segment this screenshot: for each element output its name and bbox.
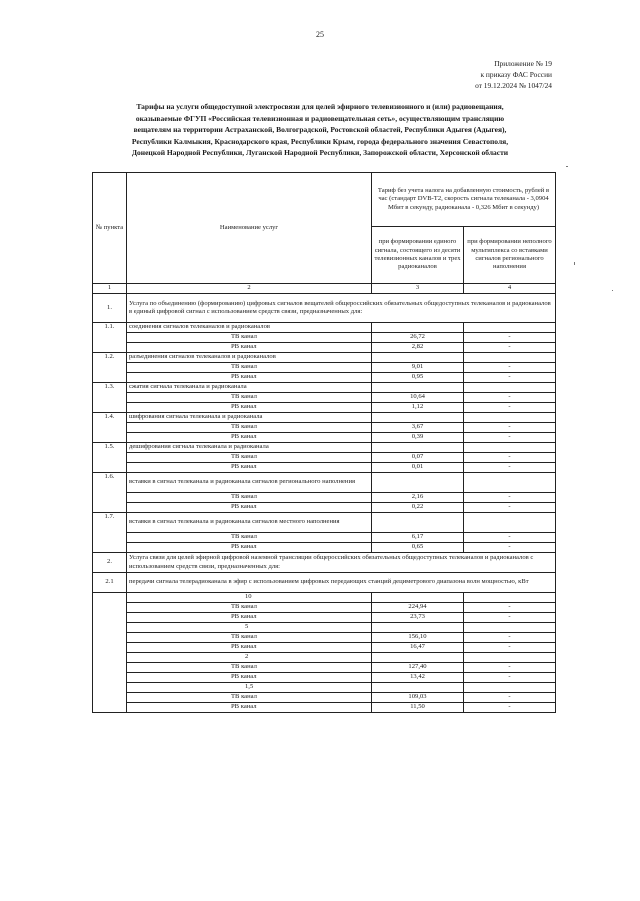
item-number: 1.4.	[93, 413, 127, 443]
rv-channel-label: РВ канал	[127, 503, 372, 513]
tariff-table	[92, 172, 556, 713]
section-number: 1.	[93, 294, 127, 323]
table-row	[93, 423, 556, 433]
table-row	[93, 403, 556, 413]
appendix-header	[475, 58, 552, 91]
tariff-blank	[464, 683, 556, 693]
column-number-1: 1	[93, 284, 127, 294]
tariff-incomplete-rv: -	[464, 433, 556, 443]
item-number: 1.3.	[93, 383, 127, 413]
item-number: 1.1.	[93, 323, 127, 353]
tariff-blank	[372, 473, 464, 493]
tariff-incomplete-tv: -	[464, 333, 556, 343]
tv-channel-label: ТВ канал	[127, 693, 372, 703]
table-row	[93, 413, 556, 423]
item-number-blank	[93, 593, 127, 713]
service-name: передачи сигнала телерадиоканала в эфир с использованием цифровых передающих станций дециметрового диапазона волн мощностью, кВт	[127, 573, 556, 593]
tariff-single-rv: 0,39	[372, 433, 464, 443]
title-line-1: Тарифы на услуги общедоступной электросвязи для целей эфирного телевизионного и (или) радиовещания,	[136, 102, 504, 111]
tariff-blank	[372, 443, 464, 453]
item-number: 1.7.	[93, 513, 127, 553]
table-row	[93, 473, 556, 493]
item-number: 1.2.	[93, 353, 127, 383]
service-name: сжатия сигнала телеканала и радиоканала	[127, 383, 372, 393]
title-line-4: Республики Калмыкия, Краснодарского края, Республики Крым, города федерального значения Севастополя,	[131, 136, 509, 146]
header-item-number: № пункта	[93, 173, 127, 284]
tariff-single-tv: 26,72	[372, 333, 464, 343]
column-number-4: 4	[464, 284, 556, 294]
power-kw: 5	[127, 623, 372, 633]
tv-channel-label: ТВ канал	[127, 663, 372, 673]
tariff-incomplete-rv: -	[464, 673, 556, 683]
document-title	[90, 101, 550, 159]
table-row	[93, 463, 556, 473]
table-row	[93, 633, 556, 643]
tariff-incomplete-rv: -	[464, 373, 556, 383]
tv-channel-label: ТВ канал	[127, 533, 372, 543]
table-row	[93, 593, 556, 603]
tariff-single-rv: 1,12	[372, 403, 464, 413]
tariff-blank	[372, 593, 464, 603]
tariff-single-rv: 13,42	[372, 673, 464, 683]
table-row	[93, 603, 556, 613]
scan-mark	[612, 290, 613, 291]
table-row	[93, 573, 556, 593]
tv-channel-label: ТВ канал	[127, 493, 372, 503]
scan-mark	[566, 166, 568, 167]
rv-channel-label: РВ канал	[127, 403, 372, 413]
tariff-blank	[372, 623, 464, 633]
table-row	[93, 503, 556, 513]
tariff-incomplete-rv: -	[464, 613, 556, 623]
table-row	[93, 673, 556, 683]
tariff-blank	[464, 623, 556, 633]
tariff-single-tv: 3,67	[372, 423, 464, 433]
tariff-incomplete-rv: -	[464, 503, 556, 513]
tariff-incomplete-rv: -	[464, 643, 556, 653]
power-kw: 10	[127, 593, 372, 603]
tariff-single-tv: 9,01	[372, 363, 464, 373]
tariff-blank	[464, 443, 556, 453]
header-service-name: Наименование услуг	[127, 173, 372, 284]
table-row	[93, 333, 556, 343]
tariff-single-rv: 0,22	[372, 503, 464, 513]
table-row	[93, 433, 556, 443]
tariff-blank	[372, 383, 464, 393]
rv-channel-label: РВ канал	[127, 613, 372, 623]
tariff-incomplete-tv: -	[464, 393, 556, 403]
service-name: соединения сигналов телеканалов и радиоканалов	[127, 323, 372, 333]
tariff-blank	[464, 593, 556, 603]
tariff-incomplete-rv: -	[464, 343, 556, 353]
tariff-blank	[372, 353, 464, 363]
tariff-single-tv: 6,17	[372, 533, 464, 543]
rv-channel-label: РВ канал	[127, 643, 372, 653]
rv-channel-label: РВ канал	[127, 463, 372, 473]
tariff-incomplete-tv: -	[464, 363, 556, 373]
rv-channel-label: РВ канал	[127, 433, 372, 443]
table-row	[93, 543, 556, 553]
tariff-blank	[464, 413, 556, 423]
table-row	[93, 363, 556, 373]
table-row	[93, 653, 556, 663]
table-row	[93, 683, 556, 693]
tariff-single-rv: 16,47	[372, 643, 464, 653]
item-number: 2.1	[93, 573, 127, 593]
tariff-blank	[372, 323, 464, 333]
tariff-single-rv: 2,82	[372, 343, 464, 353]
tv-channel-label: ТВ канал	[127, 363, 372, 373]
table-row	[93, 623, 556, 633]
table-row	[93, 393, 556, 403]
service-name: вставки в сигнал телеканала и радиоканала сигналов регионального наполнения	[127, 473, 372, 493]
service-name: разъединения сигналов телеканалов и радиоканалов	[127, 353, 372, 363]
table-row	[93, 453, 556, 463]
section-text: Услуга связи для целей эфирной цифровой наземной трансляции общероссийских обязательных общедоступных телеканалов и радиоканалов с использованием средств связи, предназначенных для:	[127, 553, 556, 573]
tariff-single-tv: 109,03	[372, 693, 464, 703]
appendix-line-2: к приказу ФАС России	[480, 70, 552, 79]
tariff-blank	[464, 653, 556, 663]
tariff-blank	[372, 513, 464, 533]
tv-channel-label: ТВ канал	[127, 423, 372, 433]
rv-channel-label: РВ канал	[127, 673, 372, 683]
tv-channel-label: ТВ канал	[127, 453, 372, 463]
tariff-incomplete-tv: -	[464, 633, 556, 643]
table-row	[93, 443, 556, 453]
title-line-3: вещателям на территории Астраханской, Волгоградской, Ростовской областей, Республики Адыгея (Адыгея),	[133, 125, 507, 135]
title-line-5: Донецкой Народной Республики, Луганской Народной Республики, Запорожской области, Херсонской области	[131, 148, 509, 158]
tariff-single-tv: 224,94	[372, 603, 464, 613]
tariff-single-rv: 0,65	[372, 543, 464, 553]
tv-channel-label: ТВ канал	[127, 333, 372, 343]
tariff-incomplete-rv: -	[464, 703, 556, 713]
table-row	[93, 493, 556, 503]
table-row	[93, 553, 556, 573]
rv-channel-label: РВ канал	[127, 343, 372, 353]
tariff-incomplete-tv: -	[464, 453, 556, 463]
rv-channel-label: РВ канал	[127, 373, 372, 383]
tariff-blank	[464, 383, 556, 393]
table-row	[93, 323, 556, 333]
tariff-blank	[372, 653, 464, 663]
table-row	[93, 533, 556, 543]
service-name: дешифрования сигнала телеканала и радиоканала	[127, 443, 372, 453]
tariff-single-tv: 0,07	[372, 453, 464, 463]
tv-channel-label: ТВ канал	[127, 603, 372, 613]
header-incomplete-multiplex: при формировании неполного мультиплекса со вставками сигналов регионального наполнения	[464, 227, 556, 284]
header-tariff: Тариф без учета налога на добавленную стоимость, рублей в час (стандарт DVB-T2, скорость сигнала телеканала - 3,0904 Мбит в секунду, радиоканала - 0,326 Мбит в секунду)	[372, 173, 556, 227]
table-row	[93, 383, 556, 393]
tariff-incomplete-tv: -	[464, 693, 556, 703]
tariff-single-rv: 11,50	[372, 703, 464, 713]
tariff-blank	[372, 683, 464, 693]
table-row	[93, 703, 556, 713]
section-text: Услуга по объединению (формированию) цифровых сигналов вещателей общероссийских обязательных общедоступных телеканалов и радиоканалов в единый цифровой сигнал с использованием средств связи, предназначенных для:	[127, 294, 556, 323]
page-number: 25	[316, 30, 324, 39]
tariff-incomplete-tv: -	[464, 533, 556, 543]
tv-channel-label: ТВ канал	[127, 393, 372, 403]
tariff-single-tv: 127,40	[372, 663, 464, 673]
column-number-3: 3	[372, 284, 464, 294]
item-number: 1.5.	[93, 443, 127, 473]
tariff-blank	[464, 323, 556, 333]
appendix-line-3: от 19.12.2024 № 1047/24	[475, 81, 552, 90]
rv-channel-label: РВ канал	[127, 543, 372, 553]
tariff-blank	[464, 353, 556, 363]
column-number-2: 2	[127, 284, 372, 294]
tariff-incomplete-tv: -	[464, 663, 556, 673]
tariff-incomplete-rv: -	[464, 543, 556, 553]
item-number: 1.6.	[93, 473, 127, 513]
service-name: шифрования сигнала телеканала и радиоканала	[127, 413, 372, 423]
title-line-2: оказываемые ФГУП «Российская телевизионная и радиовещательная сеть», осуществляющим трансляцию	[135, 113, 505, 123]
table-row	[93, 353, 556, 363]
table-row	[93, 613, 556, 623]
header-single-signal: при формировании единого сигнала, состоящего из десяти телевизионных каналов и трех радиоканалов	[372, 227, 464, 284]
table-row	[93, 643, 556, 653]
tariff-single-tv: 10,64	[372, 393, 464, 403]
tariff-blank	[372, 413, 464, 423]
rv-channel-label: РВ канал	[127, 703, 372, 713]
power-kw: 1,5	[127, 683, 372, 693]
tariff-single-rv: 23,73	[372, 613, 464, 623]
section-number: 2.	[93, 553, 127, 573]
table-row	[93, 663, 556, 673]
tariff-incomplete-tv: -	[464, 603, 556, 613]
tv-channel-label: ТВ канал	[127, 633, 372, 643]
scan-mark	[574, 262, 575, 265]
power-kw: 2	[127, 653, 372, 663]
tariff-blank	[464, 473, 556, 493]
tariff-incomplete-rv: -	[464, 463, 556, 473]
table-row	[93, 343, 556, 353]
tariff-incomplete-tv: -	[464, 423, 556, 433]
tariff-single-rv: 0,01	[372, 463, 464, 473]
table-row	[93, 693, 556, 703]
table-row	[93, 373, 556, 383]
service-name: вставки в сигнал телеканала и радиоканала сигналов местного наполнения	[127, 513, 372, 533]
tariff-incomplete-rv: -	[464, 403, 556, 413]
tariff-single-tv: 156,10	[372, 633, 464, 643]
table-row	[93, 513, 556, 533]
tariff-blank	[464, 513, 556, 533]
tariff-incomplete-tv: -	[464, 493, 556, 503]
tariff-single-rv: 0,95	[372, 373, 464, 383]
tariff-single-tv: 2,16	[372, 493, 464, 503]
appendix-line-1: Приложение № 19	[494, 59, 552, 68]
